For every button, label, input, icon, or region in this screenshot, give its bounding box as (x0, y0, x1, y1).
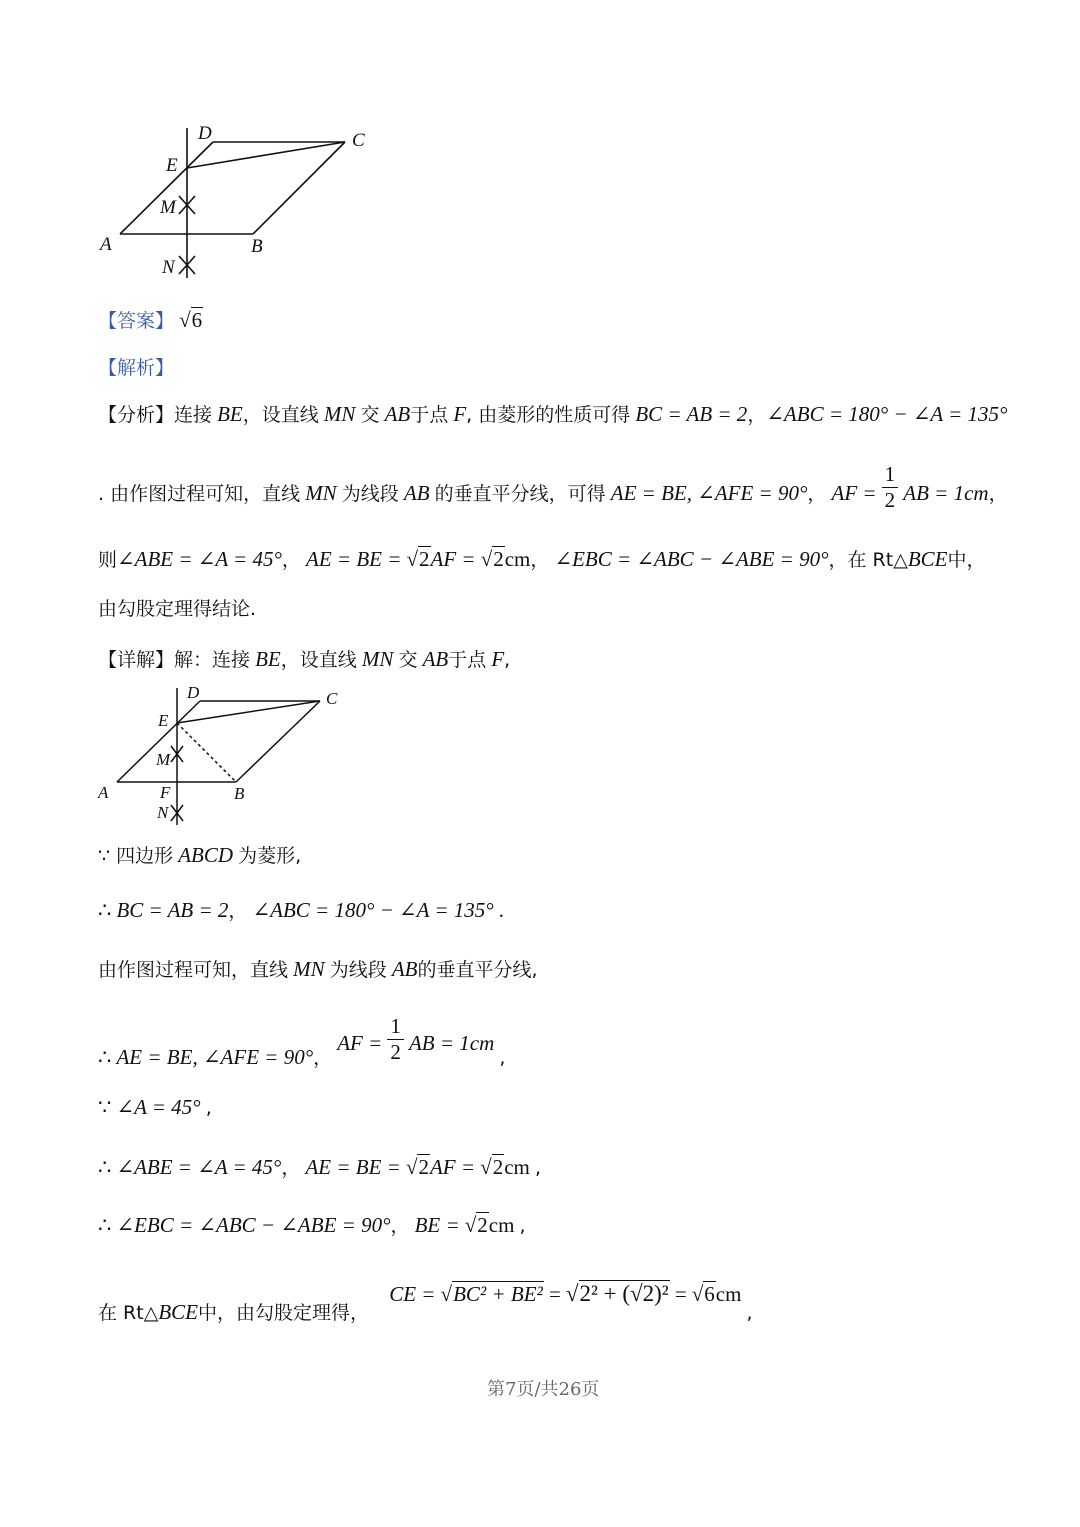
fenxi-line-1: 【分析】连接 BE，设直线 MN 交 AB于点 F, 由菱形的性质可得 BC = AB = 2，∠ABC = 180° − ∠A = 135° (98, 402, 1008, 426)
step-4: ∴ AE = BE, ∠AFE = 90°， AF = $\frac{1}{2}$ AB = 1cm , (98, 1014, 506, 1069)
fenxi-line-4: 由勾股定理得结论. (98, 598, 257, 620)
fenxi-line-3: 则∠ABE = ∠A = 45°， AE = BE = √2AF = √2cm， ∠EBC = ∠ABC − ∠ABE = 90°，在 Rt△BCE中， (98, 547, 986, 571)
figure-rhombus-solution (95, 680, 355, 830)
fig1-label-m: M (160, 197, 176, 218)
side-bc (253, 142, 345, 234)
step-1: ∵ 四边形 ABCD 为菱形, (98, 843, 302, 867)
page-footer: 第7页/共26页 (487, 1379, 600, 1400)
fig1-label-n: N (162, 257, 175, 278)
xiangjie-line: 【详解】解：连接 BE，设直线 MN 交 AB于点 F, (98, 647, 511, 671)
side-bc (236, 701, 320, 782)
step-3: 由作图过程可知，直线 MN 为线段 AB的垂直平分线, (98, 957, 538, 981)
fig2-label-e: E (158, 711, 169, 730)
fig2-label-f: F (160, 783, 171, 802)
fig2-label-b: B (234, 784, 245, 803)
fig1-label-a: A (100, 234, 112, 255)
answer-tag: 【答案】 (98, 310, 175, 332)
step-8: 在 Rt△BCE中，由勾股定理得， CE = √BC² + BE² = √2² + (√2)² = √6cm , (98, 1281, 753, 1324)
fig1-label-e: E (166, 155, 178, 176)
figure-rhombus-construction (95, 120, 385, 290)
fig1-label-d: D (198, 123, 212, 144)
fenxi-line-2: . 由作图过程可知，直线 MN 为线段 AB 的垂直平分线，可得 AE = BE, ∠AFE = 90°， AF = $\frac{1}{2}$ AB = 1cm， (98, 462, 1008, 512)
step-2: ∴ BC = AB = 2， ∠ABC = 180° − ∠A = 135° . (98, 898, 504, 922)
fig2-label-c: C (326, 689, 338, 708)
step-5: ∵ ∠A = 45° , (98, 1095, 212, 1119)
answer-value: √6 (179, 308, 203, 332)
answer-line (98, 306, 203, 333)
fig2-label-n: N (157, 803, 169, 822)
step-6: ∴ ∠ABE = ∠A = 45°， AE = BE = √2AF = √2cm , (98, 1155, 541, 1179)
fig2-label-a: A (98, 783, 109, 802)
segment-ec (187, 142, 345, 168)
analysis-tag: 【解析】 (98, 357, 175, 379)
fig2-label-m: M (156, 750, 171, 769)
fig1-label-c: C (352, 130, 365, 151)
step-7: ∴ ∠EBC = ∠ABC − ∠ABE = 90°， BE = √2cm , (98, 1213, 526, 1237)
segment-eb-dashed (177, 723, 236, 782)
fig2-label-d: D (187, 683, 200, 702)
segment-ec (177, 701, 320, 723)
fig1-label-b: B (251, 236, 263, 257)
